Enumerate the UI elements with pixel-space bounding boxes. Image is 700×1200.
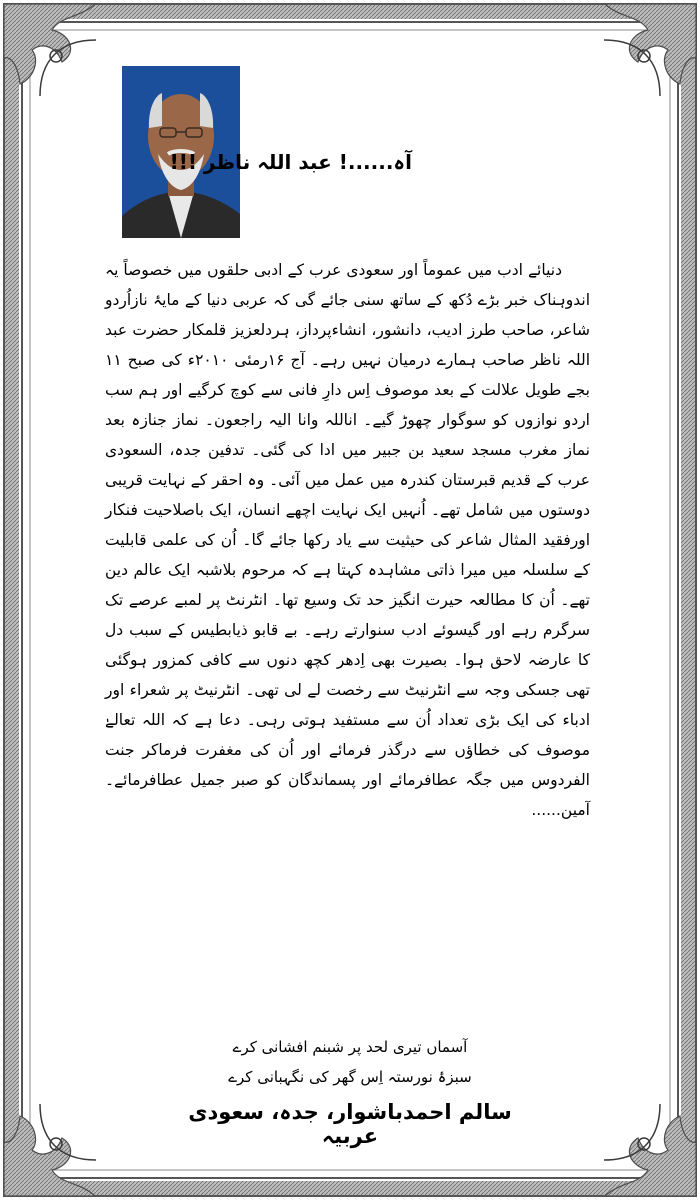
author-signature: سالم احمدباشوار، جدہ، سعودی عربیہ — [188, 1100, 512, 1148]
verse-line-2: سبزۂ نورستہ اِس گھر کی نگہبانی کرے — [228, 1068, 472, 1086]
article-body — [105, 255, 590, 825]
article-title: آہ......! عبد اللہ ناظر !!! — [169, 150, 412, 174]
verse-line-1: آسماں تیری لحد پر شبنم افشانی کرے — [232, 1038, 468, 1056]
article-paragraph: دنیائے ادب میں عموماً اور سعودی عرب کے ادبی حلقوں میں خصوصاً یہ اندوہناک خبر بڑے دُکھ کے ساتھ سنی جائے گی کہ عربی دنیا کے مایۂ نازاُردو شاعر، صاحب طرز ادیب، دانشور، انشاءپرداز، ہردلعزیز قلمکار حضرت عبد اللہ ناظر صاحب ہمارے درمیان نہیں رہے۔ آج ۱۶رمئی ۲۰۱۰ء کی صبح ۱۱ بجے طویل علالت کے بعد موصوف اِس دارِ فانی سے کوچ کرگیے اور ہم سب اردو نوازوں کو سوگوار چھوڑ گیے۔ اناللہ وانا الیہ راجعون۔ نماز جنازہ بعد نماز مغرب مسجد سعید بن جبیر میں ادا کی گئی۔ تدفین جدہ، السعودی عرب کے قدیم قبرستان کندرہ میں عمل میں آئی۔ وہ احقر کے نہایت قریبی دوستوں میں شامل تھے۔ اُنہیں ایک نہایت اچھے انسان، ایک باصلاحیت فنکار اورفقید المثال شاعر کی حیثیت سے یاد رکھا جائے گا۔ اُن کی علمی قابلیت کے سلسلہ میں میرا ذاتی مشاہدہ کہتا ہے کہ مرحوم بلاشبہ ایک عالم دین تھے۔ اُن کا مطالعہ حیرت انگیز حد تک وسیع تھا۔ انٹرنٹ پر لمبے عرصے تک سرگرم رہے اور گیسوئے ادب سنوارتے رہے۔ بے قابو ذیابطیس کے سبب دل کا عارضہ لاحق ہوا۔ بصیرت بھی اِدھر کچھ دنوں سے کافی کمزور ہوگئی تھی جسکی وجہ سے انٹرنیٹ سے رخصت لے لی تھی۔ انٹرنیٹ پر شعراء اور ادباء کی ایک بڑی تعداد اُن سے مستفید ہوتی رہی۔ دعا ہے کہ اللہ تعالےٰ موصوف کی خطاؤں سے درگذر فرمائے اور اُن کی مغفرت فرماکر جنت الفردوس میں جگہ عطافرمائے اور پسماندگان کو صبر جمیل عطافرمائے۔ آمین...... — [105, 261, 591, 819]
